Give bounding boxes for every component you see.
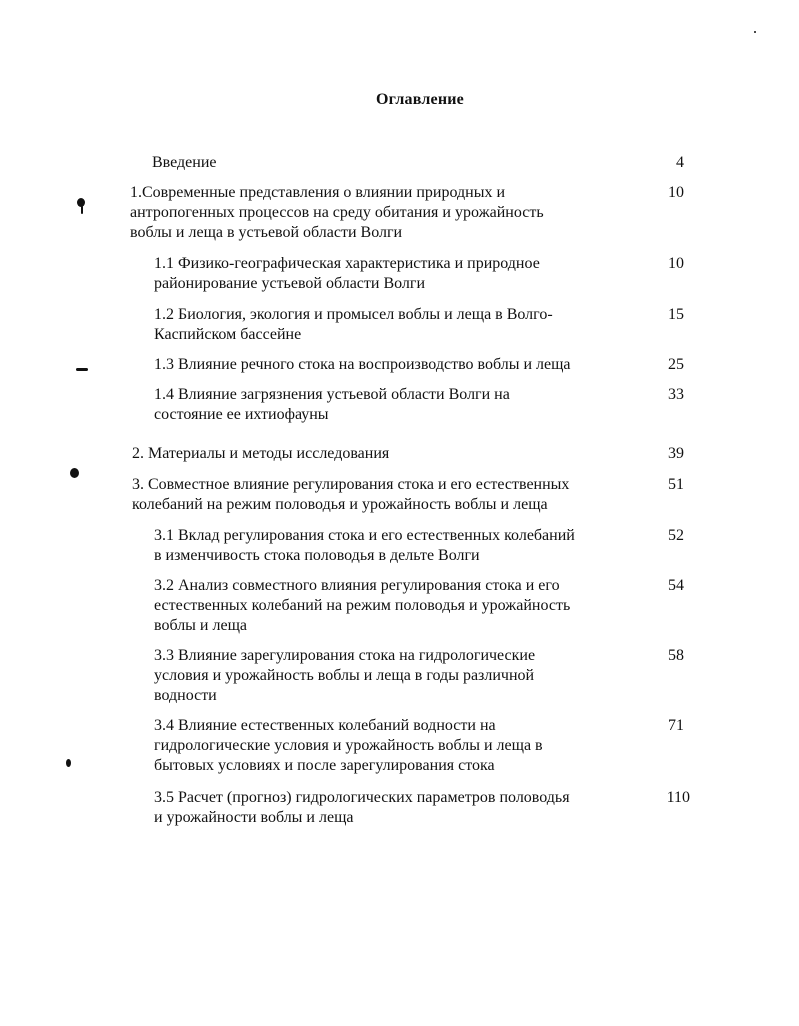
scan-speck	[754, 31, 756, 33]
toc-entry-text: 3.2 Анализ совместного влияния регулирования стока и его естественных колебаний на режим половодья и урожайность воблы и леща	[154, 577, 571, 634]
toc-entry-text: Введение	[152, 154, 217, 171]
toc-entry-page: 15	[668, 306, 684, 323]
toc-entry-text: 1.2 Биология, экология и промысел воблы и леща в Волго- Каспийском бассейне	[154, 306, 553, 343]
toc-entry-text: 1.Современные представления о влиянии природных и антропогенных процессов на среду обитания и урожайность воблы и леща в устьевой области Волги	[130, 184, 544, 241]
toc-entry-text: 3.3 Влияние зарегулирования стока на гидрологические условия и урожайность воблы и леща в годы различной водности	[154, 647, 536, 704]
scan-speck	[76, 368, 88, 371]
toc-entry-section-1-1	[154, 254, 692, 294]
toc-entry-section-3-3	[154, 646, 692, 706]
toc-entry-page: 10	[668, 184, 684, 201]
toc-entry-chapter-2	[132, 444, 692, 464]
toc-entry-page: 110	[666, 789, 690, 806]
toc-entry-page: 58	[668, 647, 684, 664]
toc-entry-section-3-1	[154, 526, 692, 566]
page-title: Оглавление	[376, 91, 464, 108]
toc-entry-text: 2. Материалы и методы исследования	[132, 445, 390, 462]
scan-speck	[81, 206, 83, 214]
scan-speck	[66, 759, 71, 767]
toc-entry-chapter-3	[132, 475, 692, 515]
toc-entry-section-1-2	[154, 305, 692, 345]
toc-entry-section-1-3	[154, 355, 692, 375]
toc-entry-page: 4	[676, 154, 684, 171]
toc-entry-text: 1.3 Влияние речного стока на воспроизводство воблы и леща	[154, 356, 571, 373]
toc-entry-page: 54	[668, 577, 684, 594]
toc-entry-text: 3.1 Вклад регулирования стока и его естественных колебаний в изменчивость стока половодья в дельте Волги	[154, 527, 575, 564]
toc-entry-section-3-2	[154, 576, 692, 636]
scan-speck	[70, 468, 79, 478]
toc-entry-page: 39	[668, 445, 684, 462]
toc-entry-text: 3.5 Расчет (прогноз) гидрологических параметров половодья и урожайности воблы и леща	[154, 789, 570, 826]
toc-entry-introduction	[152, 153, 692, 173]
toc-entry-page: 52	[668, 527, 684, 544]
toc-entry-text: 3. Совместное влияние регулирования стока и его естественных колебаний на режим половодья и урожайность воблы и леща	[132, 476, 570, 513]
toc-entry-page: 51	[668, 476, 684, 493]
toc-entry-page: 10	[668, 255, 684, 272]
toc-entry-text: 1.1 Физико-географическая характеристика и природное районирование устьевой области Волги	[154, 255, 540, 292]
toc-entry-section-3-5	[154, 788, 692, 828]
toc-entry-section-1-4	[154, 385, 692, 425]
toc-entry-section-3-4	[154, 716, 692, 776]
toc-entry-page: 25	[668, 356, 684, 373]
toc-entry-chapter-1	[130, 183, 692, 243]
toc-entry-text: 3.4 Влияние естественных колебаний водности на гидрологические условия и урожайность воблы и леща в бытовых условиях и после зарегулирования стока	[154, 717, 543, 774]
toc-entry-page: 33	[668, 386, 684, 403]
toc-entry-page: 71	[668, 717, 684, 734]
toc-entry-text: 1.4 Влияние загрязнения устьевой области Волги на состояние ее ихтиофауны	[154, 386, 510, 423]
